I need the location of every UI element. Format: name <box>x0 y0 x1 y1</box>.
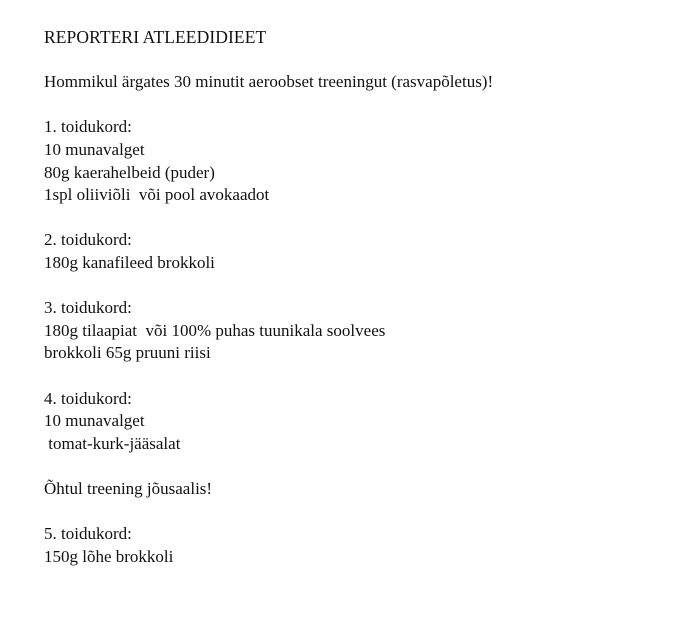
spacer <box>44 207 664 230</box>
intro-text: Hommikul ärgates 30 minutit aeroobset treeningut (rasvapõletus)! <box>44 72 494 92</box>
spacer <box>44 455 664 478</box>
meal-4-item: tomat-kurk-jääsalat <box>44 433 181 453</box>
meal-3-heading: 3. toidukord: <box>44 298 132 318</box>
document-body <box>44 26 664 568</box>
document-title: REPORTERI ATLEEDIDIEET <box>44 27 267 47</box>
meal-1-item: 1spl oliiviõli või pool avokaadot <box>44 185 270 205</box>
spacer <box>44 500 664 523</box>
meal-1-item: 10 munavalget <box>44 139 145 159</box>
spacer <box>44 49 664 72</box>
meal-5-item: 150g lõhe brokkoli <box>44 546 174 566</box>
meal-4-heading: 4. toidukord: <box>44 388 132 408</box>
meal-1-item: 80g kaerahelbeid (puder) <box>44 162 215 182</box>
meal-1-heading: 1. toidukord: <box>44 117 132 137</box>
spacer <box>44 94 664 117</box>
meal-4-item: 10 munavalget <box>44 411 145 431</box>
spacer <box>44 365 664 388</box>
meal-3-item: brokkoli 65g pruuni riisi <box>44 343 211 363</box>
spacer <box>44 275 664 298</box>
meal-5-heading: 5. toidukord: <box>44 524 132 544</box>
meal-2-item: 180g kanafileed brokkoli <box>44 252 215 272</box>
evening-note: Õhtul treening jõusaalis! <box>44 478 213 498</box>
meal-3-item: 180g tilaapiat või 100% puhas tuunikala soolvees <box>44 320 386 340</box>
meal-2-heading: 2. toidukord: <box>44 230 132 250</box>
